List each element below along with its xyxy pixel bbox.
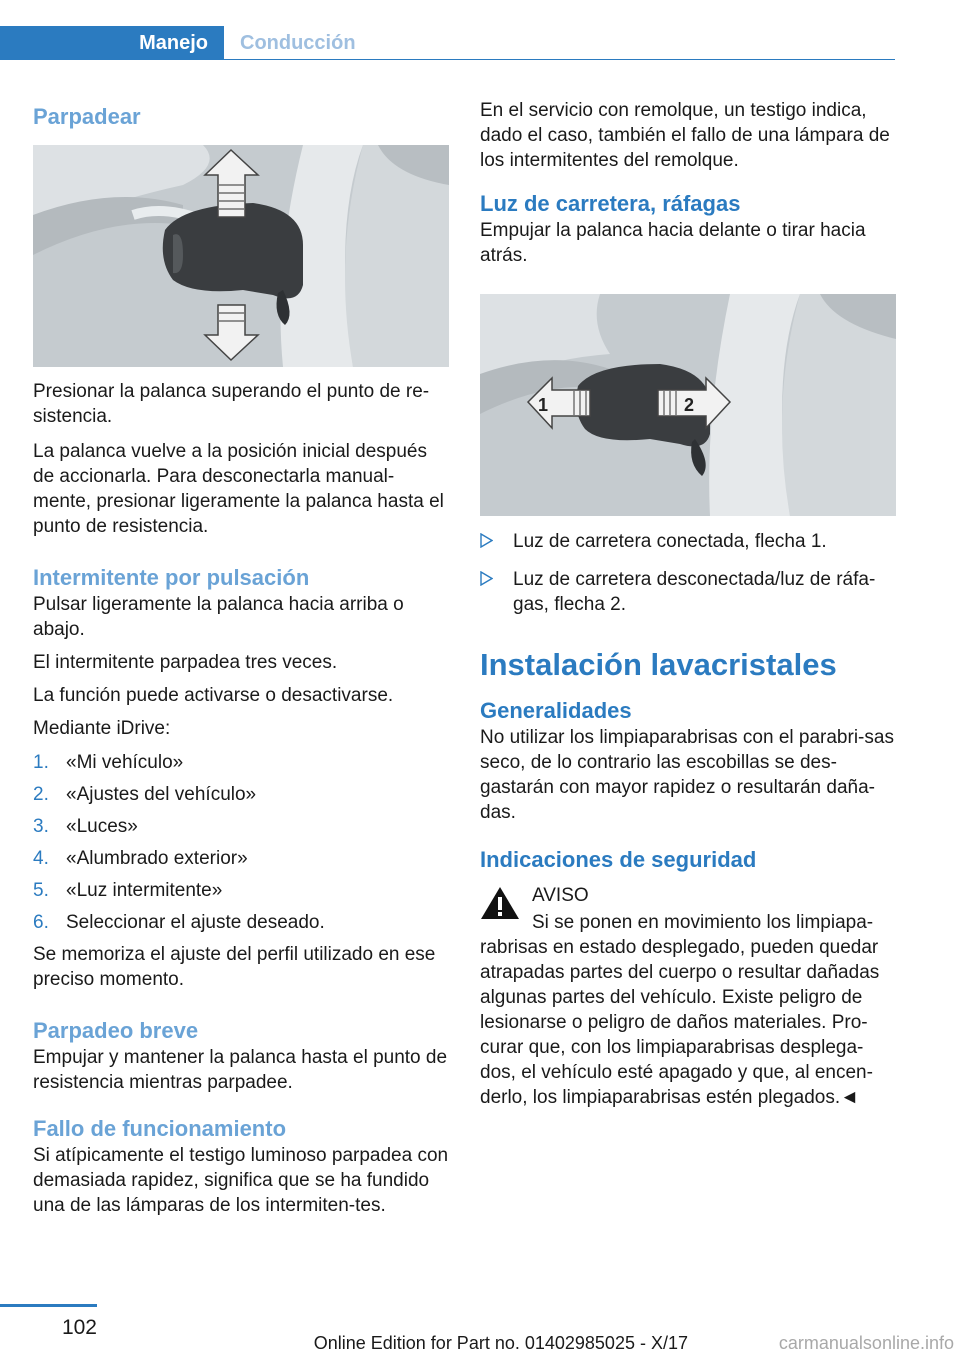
chapter-header [0, 26, 895, 60]
heading-generalidades: Generalidades [480, 698, 632, 723]
heading-fallo: Fallo de funcionamiento [33, 1116, 287, 1141]
list-item [33, 910, 449, 935]
para-funcion: La función puede activarse o desactivarse. [33, 685, 394, 706]
step-number: 4. [33, 848, 49, 869]
heading-parpadear: Parpadear [33, 104, 141, 129]
list-item [33, 846, 449, 871]
step-number: 3. [33, 816, 49, 837]
list-item [33, 750, 449, 775]
page-number: 102 [61, 1316, 97, 1339]
list-item [480, 529, 896, 554]
list-item [33, 878, 449, 903]
tab-manejo-label: Manejo [139, 32, 208, 54]
step-text: «Ajustes del vehículo» [66, 784, 257, 805]
step-number: 5. [33, 880, 49, 901]
para-pulsar: Pulsar ligeramente la palanca hacia arriba o abajo. [33, 594, 404, 640]
warning-block [480, 883, 896, 908]
para-empujar-palanca: Empujar la palanca hacia delante o tirar hacia atrás. [480, 220, 866, 266]
list-item [480, 567, 896, 617]
high-beam-list [480, 529, 896, 617]
edition-note: Online Edition for Part no. 01402985025 - X/17 [313, 1333, 688, 1353]
tab-conduccion[interactable] [224, 26, 895, 60]
watermark: carmanualsonline.info [778, 1333, 954, 1353]
triangle-bullet-icon [480, 533, 493, 548]
bullet-text: Luz de carretera desconectada/luz de ráfa-gas, flecha 2. [513, 569, 876, 615]
step-text: «Mi vehículo» [66, 752, 184, 773]
footer-rule [0, 1304, 97, 1307]
arrow-label-1: 1 [538, 395, 549, 415]
warning-triangle-icon [480, 886, 520, 920]
list-item [33, 782, 449, 807]
para-no-utilizar: No utilizar los limpiaparabrisas con el parabri-sas seco, de lo contrario las escobillas se des-gastarán con mayor rapidez o resultarán daña-das. [480, 727, 894, 823]
arrow-label-2: 2 [684, 395, 695, 415]
step-number: 2. [33, 784, 49, 805]
para-vuelve: La palanca vuelve a la posición inicial después de accionarla. Para desconectarla manual-mente, presionar ligeramente la palanca hasta el punto de resistencia. [33, 441, 444, 537]
para-memoriza: Se memoriza el ajuste del perfil utilizado en ese preciso momento. [33, 944, 436, 990]
step-text: «Luz intermitente» [66, 880, 223, 901]
step-text: Seleccionar el ajuste deseado. [66, 912, 325, 933]
illustration-turn-signal-lever [33, 145, 449, 367]
triangle-bullet-icon [480, 571, 493, 586]
heading-intermitente: Intermitente por pulsación [33, 565, 310, 590]
lever-forward-back-illustration [480, 294, 896, 516]
heading-seguridad: Indicaciones de seguridad [480, 847, 757, 872]
para-presionar: Presionar la palanca superando el punto de re-sistencia. [33, 381, 430, 427]
lever-up-down-illustration [33, 145, 449, 367]
para-idrive: Mediante iDrive: [33, 718, 171, 739]
warning-title: AVISO [532, 885, 589, 906]
illustration-high-beam-lever [480, 294, 896, 516]
step-text: «Alumbrado exterior» [66, 848, 248, 869]
tab-conduccion-label: Conducción [240, 32, 356, 54]
left-column [33, 100, 449, 1218]
heading-instalacion-lavacristales: Instalación lavacristales [480, 647, 837, 682]
tab-manejo[interactable] [0, 26, 224, 60]
heading-parpadeo-breve: Parpadeo breve [33, 1018, 199, 1043]
list-item [33, 814, 449, 839]
para-empujar-mantener: Empujar y mantener la palanca hasta el punto de resistencia mientras parpadee. [33, 1047, 448, 1093]
step-number: 6. [33, 912, 49, 933]
heading-luz-carretera: Luz de carretera, ráfagas [480, 191, 741, 216]
idrive-steps [33, 750, 449, 935]
warning-text: Si se ponen en movimiento los limpiapa-rabrisas en estado desplegado, pueden quedar atrapadas partes del cuerpo o resultar dañadas algunas partes del vehículo. Existe peligro de lesionarse o peligro de daños materiales. Pro-curar que, con los limpiaparabrisas desplega-dos, el vehículo esté apagado y que, al encen-derlo, los limpiaparabrisas estén plegados.◄ [480, 912, 880, 1108]
para-tres-veces: El intermitente parpadea tres veces. [33, 652, 338, 673]
para-fallo: Si atípicamente el testigo luminoso parpadea con demasiada rapidez, significa que se ha fundido una de las lámparas de los intermiten-tes. [33, 1145, 449, 1216]
bullet-text: Luz de carretera conectada, flecha 1. [513, 531, 827, 552]
para-remolque: En el servicio con remolque, un testigo indica, dado el caso, también el fallo de una lámpara de los intermitentes del remolque. [480, 100, 890, 171]
right-column [480, 98, 896, 1110]
step-number: 1. [33, 752, 49, 773]
step-text: «Luces» [66, 816, 138, 837]
